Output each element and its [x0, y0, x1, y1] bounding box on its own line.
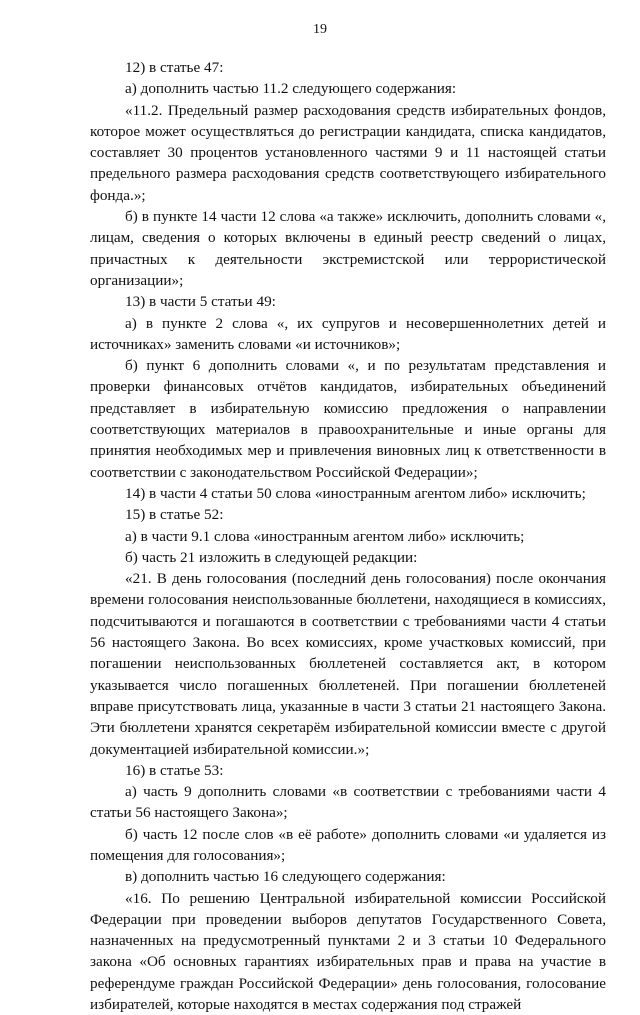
paragraph: а) часть 9 дополнить словами «в соответствии с требованиями части 4 статьи 56 настоящего Закона»; — [90, 783, 606, 822]
paragraph: а) в части 9.1 слова «иностранным агентом либо» исключить; — [125, 527, 525, 545]
paragraph: 13) в части 5 статьи 49: — [125, 293, 276, 311]
paragraph: «21. В день голосования (последний день голосования) после окончания времени голосования неиспользованные бюллетени, находящиеся в комиссиях, подсчитываются и погашаются в соответствии с требованиями части 4 статьи 56 настоящего Закона. Во всех комиссиях, кроме участковых комиссий, при погашении неиспользованных бюллетеней составляется акт, в котором указывается число погашенных бюллетеней. При погашении бюллетеней вправе присутствовать лица, указанные в части 3 статьи 21 настоящего Закона. Эти бюллетени хранятся секретарём избирательной комиссии вместе с другой документацией избирательной комиссии.»; — [90, 570, 606, 758]
paragraph: 15) в статье 52: — [125, 506, 224, 524]
paragraph: «16. По решению Центральной избирательной комиссии Российской Федерации при проведении выборов депутатов Государственного Совета, назначенных на предусмотренный пунктами 2 и 3 статьи 10 Федерального закона «Об основных гарантиях избирательных прав и права на участие в референдуме граждан Российской Федерации» день голосования, голосование избирателей, которые находятся в местах содержания под стражей — [90, 889, 606, 1014]
paragraph: а) дополнить частью 11.2 следующего содержания: — [125, 80, 457, 98]
paragraph: 12) в статье 47: — [125, 59, 224, 76]
paragraph: «11.2. Предельный размер расходования средств избирательных фондов, которое может осуществляться до регистрации кандидата, списка кандидатов, составляет 30 процентов установленного частями 9 и 11 настоящей статьи предельного размера расходования средств соответствующего избирательного фонда.»; — [90, 101, 606, 204]
paragraph: а) в пункте 2 слова «, их супругов и несовершеннолетних детей и источниках» заменить словами «и источников»; — [90, 314, 606, 353]
page-number: 19 — [313, 22, 327, 37]
paragraph: в) дополнить частью 16 следующего содержания: — [125, 868, 446, 886]
paragraph: 14) в части 4 статьи 50 слова «иностранным агентом либо» исключить; — [125, 484, 586, 502]
document-body — [90, 57, 606, 1015]
paragraph: б) часть 21 изложить в следующей редакции: — [125, 548, 418, 566]
paragraph: 16) в статье 53: — [125, 761, 224, 779]
paragraph: б) часть 12 после слов «в её работе» дополнить словами «и удаляется из помещения для голосования»; — [90, 825, 606, 864]
paragraph: б) в пункте 14 части 12 слова «а также» исключить, дополнить словами «, лицам, сведения о которых включены в единый реестр сведений о лицах, причастных к деятельности экстремистской или террористической организации»; — [90, 208, 606, 289]
paragraph: б) пункт 6 дополнить словами «, и по результатам представления и проверки финансовых отчётов кандидатов, избирательных объединений представляет в избирательную комиссию предложения о направлении соответствующих материалов в правоохранительные и иные органы для принятия необходимых мер и привлечения виновных лиц к ответственности в соответствии с законодательством Российской Федерации»; — [90, 357, 606, 481]
